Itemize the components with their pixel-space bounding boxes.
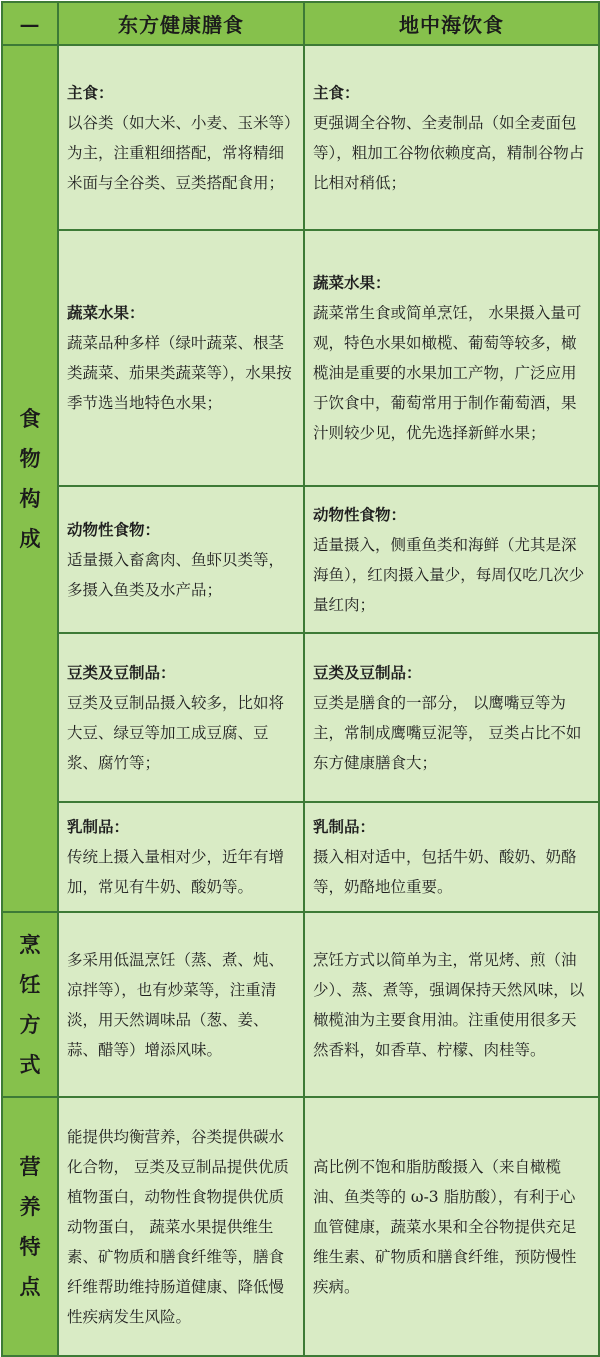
row-veg xyxy=(2,230,599,486)
col-header-east: 东方健康膳食 xyxy=(58,2,304,45)
cell-east-bean xyxy=(58,633,304,802)
cell-body: 摄入相对适中，包括牛奶、酸奶、奶酪等，奶酪地位重要。 xyxy=(313,848,577,896)
cell-med-dairy xyxy=(304,802,599,912)
cell-med-animal xyxy=(304,486,599,633)
cell-med-staple xyxy=(304,45,599,230)
cell-body: 高比例不饱和脂肪酸摄入（来自橄榄油、鱼类等的 ω-3 脂肪酸），有利于心血管健康，蔬菜水果和全谷物提供充足维生素、矿物质和膳食纤维，预防慢性疾病。 xyxy=(313,1157,577,1296)
cell-title: 动物性食物： xyxy=(67,519,161,539)
cell-east-cooking xyxy=(58,912,304,1097)
cell-east-veg xyxy=(58,230,304,486)
cell-east-staple xyxy=(58,45,304,230)
cell-east-animal xyxy=(58,486,304,633)
col-header-med: 地中海饮食 xyxy=(304,2,599,45)
cell-body: 适量摄入，侧重鱼类和海鲜（尤其是深海鱼），红肉摄入量少，每周仅吃几次少量红肉； xyxy=(313,535,585,614)
row-staple xyxy=(2,45,599,230)
cell-title: 主食： xyxy=(67,82,114,102)
comparison-table xyxy=(1,1,600,1357)
cell-title: 乳制品： xyxy=(67,817,130,836)
cell-title: 蔬菜水果： xyxy=(67,303,145,322)
cell-body: 豆类是膳食的一部分， 以鹰嘴豆等为主，常制成鹰嘴豆泥等， 豆类占比不如东方健康膳食大； xyxy=(313,693,582,772)
row-cooking xyxy=(2,912,599,1097)
cell-med-veg xyxy=(304,230,599,486)
cell-title: 豆类及豆制品： xyxy=(67,662,176,682)
row-nutrition xyxy=(2,1097,599,1356)
row-dairy xyxy=(2,802,599,912)
cell-body: 能提供均衡营养，谷类提供碳水化合物， 豆类及豆制品提供优质植物蛋白，动物性食物提供优质动物蛋白， 蔬菜水果提供维生素、矿物质和膳食纤维等，膳食纤维帮助维持肠道健康、降低慢性疾病发生风险。 xyxy=(67,1127,289,1326)
cell-med-nutrition xyxy=(304,1097,599,1356)
cell-med-cooking xyxy=(304,912,599,1097)
cell-body: 豆类及豆制品摄入较多，比如将大豆、绿豆等加工成豆腐、豆浆、腐竹等； xyxy=(67,693,285,772)
cell-body: 以谷类（如大米、小麦、玉米等）为主，注重粗细搭配，常将精细米面与全谷类、豆类搭配食用； xyxy=(67,113,292,192)
cell-body: 适量摄入畜禽肉、鱼虾贝类等，多摄入鱼类及水产品； xyxy=(67,550,285,599)
section-label-food: 食 物 构 成 xyxy=(2,45,58,912)
header-row xyxy=(2,2,599,45)
cell-title: 主食： xyxy=(313,82,360,102)
cell-title: 动物性食物： xyxy=(313,504,407,524)
row-bean xyxy=(2,633,599,802)
cell-title: 蔬菜水果： xyxy=(313,273,391,292)
cell-med-bean xyxy=(304,633,599,802)
cell-body: 传统上摄入量相对少，近年有增加，常见有牛奶、酸奶等。 xyxy=(67,848,285,896)
section-label-cooking: 烹 饪 方 式 xyxy=(2,912,58,1097)
cell-body: 蔬菜品种多样（绿叶蔬菜、根茎类蔬菜、茄果类蔬菜等），水果按季节选当地特色水果； xyxy=(67,334,292,412)
cell-east-dairy xyxy=(58,802,304,912)
cell-title: 乳制品： xyxy=(313,817,376,836)
cell-body: 烹饪方式以简单为主，常见烤、煎（油少）、蒸、煮等，强调保持天然风味，以橄榄油为主要食用油。注重使用很多天然香料，如香草、柠檬、肉桂等。 xyxy=(313,950,585,1059)
cell-body: 蔬菜常生食或简单烹饪， 水果摄入量可观，特色水果如橄榄、葡萄等较多，橄榄油是重要的水果加工产物，广泛应用于饮食中，葡萄常用于制作葡萄酒，果汁则较少见，优先选择新鲜水果； xyxy=(313,304,582,442)
cell-east-nutrition xyxy=(58,1097,304,1356)
cell-body: 更强调全谷物、全麦制品（如全麦面包等），粗加工谷物依赖度高，精制谷物占比相对稍低； xyxy=(313,113,585,192)
section-label-nutrition: 营 养 特 点 xyxy=(2,1097,58,1356)
cell-body: 多采用低温烹饪（蒸、煮、炖、凉拌等），也有炒菜等，注重清淡，用天然调味品（葱、姜、蒜、醋等）增添风味。 xyxy=(67,950,285,1059)
cell-title: 豆类及豆制品： xyxy=(313,662,422,682)
row-animal xyxy=(2,486,599,633)
corner-cell: — xyxy=(2,2,58,45)
